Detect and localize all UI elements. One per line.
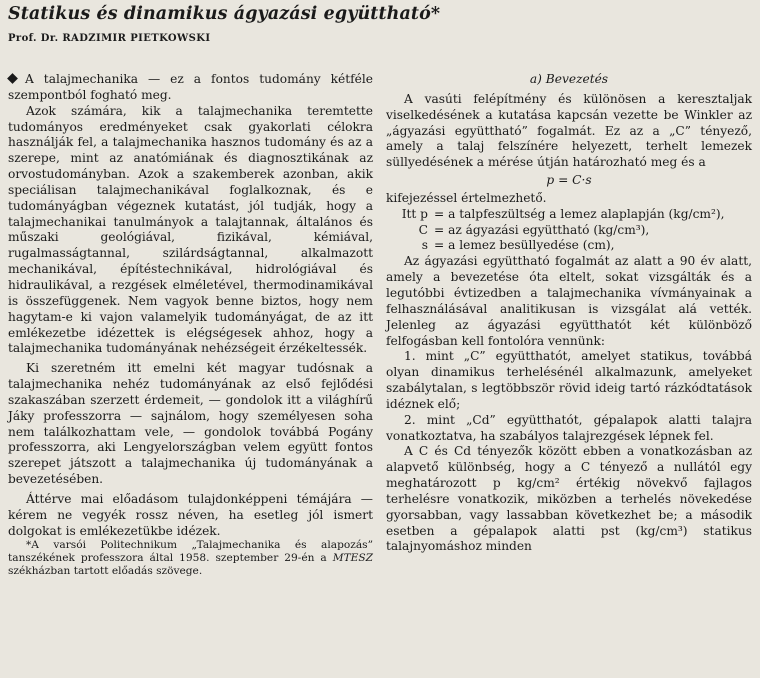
right-column <box>386 72 752 555</box>
paragraph-lead-text: A talajmechanika — ez a fontos tudomány kétféle szempontból fogható meg. <box>8 72 373 102</box>
paragraph: kifejezéssel értelmezhető. <box>386 190 547 205</box>
definition-row <box>386 223 752 239</box>
paragraph: Ki szeretném itt emelni két magyar tudósnak a talajmechanika nehéz tudományának az első fejlődési szakaszában szerzett érdemeit, — gondolok itt a világhírű Jáky professzorra — sajnálom, hogy személyesen soha nem találkozhattam vele, — gondolok továbbá Pogány professzorra, aki Lengyelországban velem együtt fontos szerepet játszott a talajmechanika új tudományának a bevezetésében. <box>8 361 373 487</box>
footnote <box>8 539 373 578</box>
article-title: Statikus és dinamikus ágyazási együttható* <box>8 4 441 24</box>
author-line: Prof. Dr. RADZIMIR PIETKOWSKI <box>8 33 211 44</box>
paragraph: A vasúti felépítmény és különösen a keresztaljak viselkedésének a kutatása kapcsán vezette be Winkler az „ágyazási együttható” fogalmát. Ez az a „C” tényező, amely a talaj felszínére helyezett, terhelt lemezek süllyedésének a mérése útján határozható meg és a <box>386 91 752 170</box>
paragraph: Az ágyazási együttható fogalmát az alatt a 90 év alatt, amely a bevezetése óta eltelt, sokat vizsgálták és a legutóbbi évtizedben a talajmechanika vívmányainak a felhasználásával analitikusan is vizsgálat alá vették. Jelenleg az ágyazási együtthatót két különböző felfogásban kell fontolóra vennünk: <box>386 254 752 348</box>
paragraph-lead <box>8 72 373 104</box>
definition-symbol: Itt p <box>401 206 428 221</box>
definition-row <box>386 207 752 223</box>
left-column <box>8 72 373 578</box>
definition-row <box>386 238 752 254</box>
paragraph: 1. mint „C” együtthatót, amelyet statikus, továbbá olyan dinamikus terhelésénél alkalmazunk, amelyeket szabálytalan, s legtöbbször rövid ideig tartó rázkódtatások idéznek elő; <box>386 349 752 411</box>
formula: p = C·s <box>546 173 592 188</box>
section-heading: a) Bevezetés <box>529 72 609 86</box>
definition-symbol: C <box>418 222 428 237</box>
definition-text: = az ágyazási együttható (kg/cm³), <box>434 222 650 237</box>
paragraph: 2. mint „Cd” együtthatót, gépalapok alatti talajra vonatkoztatva, ha szabályos talajrezgések lépnek fel. <box>386 412 752 443</box>
footnote-text-end: székházban tartott előadás szövege. <box>8 565 203 578</box>
paragraph: Azok számára, kik a talajmechanika teremtette tudományos eredményeket csak gyakorlati célokra használják fel, a talajmechanika hasznos tudomány és az a szerepe, mint az anatómiának és diagnosztikának az orvostudományban. Azok a szakemberek azonban, akik speciálisan talajmechanikával foglalkoznak, és e tudományágban végeznek kutatást, jól tudják, hogy a talajmechanikai tanulmányok a talajtannak, általános és műszaki geológiával, fizikával, kémiával, rugalmasságtannal, szilárdságtannal, alkalmazott mechanikával, építéstechnikával, hidrológiával és hidraulikával, a rezgések elméletével, thermodinamikával is összefüggenek. Nem vagyok benne biztos, hogy nem hagytam-e ki vajon valamelyik tudományágat, de az itt emlékezetbe idézettek is elégségesek ahhoz, hogy a talajmechanika tudományának nehézségeit érzékeltessék. <box>8 103 373 356</box>
footnote-org: MTESZ <box>332 552 373 565</box>
footnote-text: *A varsói Politechnikum „Talajmechanika és alapozás” tanszékének professzora által 1958. szeptember 29-én a <box>8 539 373 565</box>
paragraph: Áttérve mai előadásom tulajdonképpeni témájára — kérem ne vegyék rossz néven, ha esetleg jól ismert dolgokat is emlékezetükbe idézek. <box>8 491 373 538</box>
bullet-marker-icon <box>7 73 18 84</box>
definition-text: = a lemez besüllyedése (cm), <box>434 238 615 253</box>
definition-list <box>386 207 752 255</box>
paragraph: A C és Cd tényezők között ebben a vonatkozásban az alapvető különbség, hogy a C tényező a nullától egy meghatározott p kg/cm² értékig növekvő fajlagos terhelésre vonatkozik, miközben a terhelés növekedése gyorsabban, vagy lassabban következhet be; a második esetben a gépalapok alatti pst (kg/cm³) statikus talajnyomáshoz minden <box>386 444 752 554</box>
definition-text: = a talpfeszültség a lemez alaplapján (kg/cm²), <box>434 206 725 221</box>
definition-symbol: s <box>421 238 428 253</box>
